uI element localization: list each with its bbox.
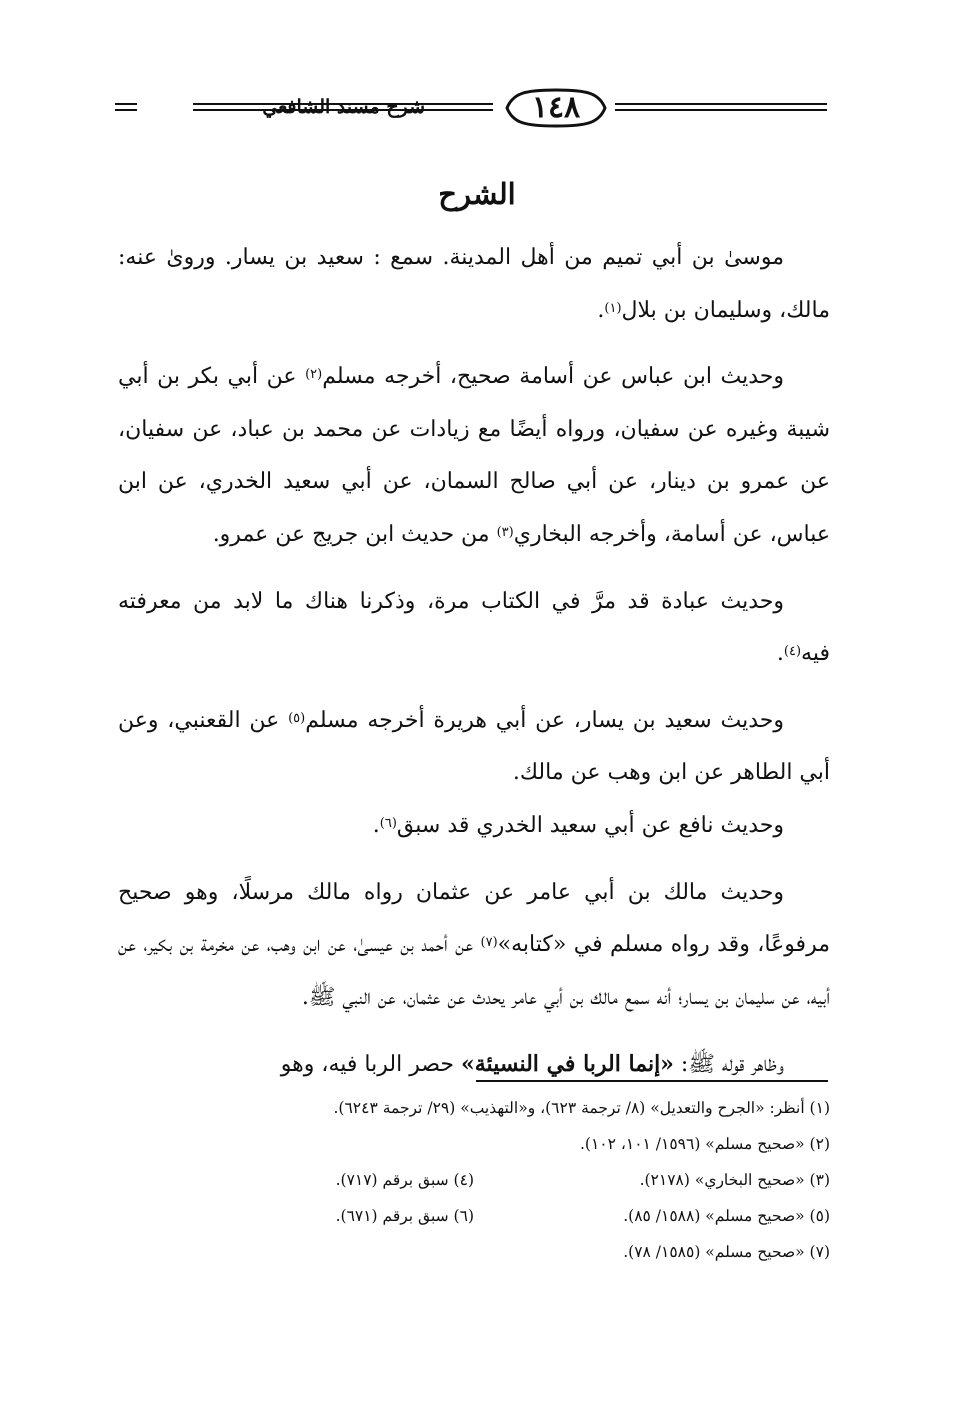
footnote-ref-4[interactable]: (٤) — [783, 644, 802, 660]
paragraph-4: وحديث سعيد بن يسار، عن أبي هريرة أخرجه مسلم$^{(٥)}$ عن القعنبي، وعن أبي الطاهر عن ابن وهب عن مالك. — [118, 707, 830, 786]
footnote-7: (٧) «صحيح مسلم» (١٥٨٥/ ٧٨). — [623, 1243, 830, 1261]
title-rule-small — [115, 103, 137, 105]
footnote-ref-7[interactable]: (٧) — [480, 935, 498, 951]
header-rule-right-2 — [615, 109, 827, 111]
footnote-row — [118, 1126, 830, 1162]
page-number-badge — [501, 87, 611, 129]
footnote-ref-3[interactable]: (٣) — [496, 524, 514, 540]
footnote-separator — [476, 1080, 828, 1082]
paragraph-7: وظاهر قوله ﷺ: «إنما الربا في النسيئة» حصر الربا فيه، وهو — [280, 1051, 784, 1078]
footnote-6: (٦) سبق برقم (٦٧١). — [335, 1207, 474, 1225]
footnote-3: (٣) «صحيح البخاري» (٢١٧٨). — [639, 1171, 830, 1189]
footnote-2: (٢) «صحيح مسلم» (١٥٩٦/ ١٠١، ١٠٢). — [579, 1135, 830, 1153]
section-heading: الشرح — [438, 177, 516, 211]
page-number: ١٤٨ — [531, 90, 581, 125]
running-title: شرح مسند الشافعي — [262, 96, 425, 118]
paragraph-1: موسىٰ بن أبي تميم من أهل المدينة. سمع : سعيد بن يسار. وروىٰ عنه: مالك، وسليمان بن بلال$^{(١)}$. — [118, 245, 830, 323]
footnote-1: (١) أنظر: «الجرح والتعديل» (٨/ ترجمة ٦٢٣)، و«التهذيب» (٢٩/ ترجمة ٦٢٤٣). — [333, 1099, 830, 1117]
footnote-4: (٤) سبق برقم (٧١٧). — [335, 1171, 474, 1189]
running-header — [115, 86, 827, 130]
title-rule-small-2 — [115, 109, 137, 111]
footnote-row — [118, 1234, 830, 1270]
footnote-ref-5[interactable]: (٥) — [288, 710, 306, 726]
footnote-ref-2[interactable]: (٢) — [305, 367, 323, 383]
header-rule-right — [615, 103, 827, 105]
hadith-quote: «إنما الربا في النسيئة» — [461, 1051, 674, 1078]
footnote-row — [118, 1162, 830, 1198]
footnotes — [118, 1090, 830, 1270]
footnote-ref-6[interactable]: (٦) — [379, 815, 397, 831]
footnote-5: (٥) «صحيح مسلم» (١٥٨٨/ ٨٥). — [623, 1207, 830, 1225]
paragraph-6: وحديث مالك بن أبي عامر عن عثمان رواه مالك مرسلًا، وهو صحيح مرفوعًا، وقد رواه مسلم في «كتابه»$^{(٧)}$ عن أحمد بن عيسىٰ، عن ابن وهب، عن مخرمة بن بكير، عن أبيه، عن سليمان بن يسار؛ أنه سمع مالك بن أبي عامر يحدث عن عثمان، عن النبي ﷺ. — [118, 879, 830, 1010]
footnote-row — [118, 1090, 830, 1126]
paragraph-3: وحديث عبادة قد مرَّ في الكتاب مرة، وذكرنا هناك ما لابد من معرفته فيه$^{(٤)}$. — [118, 588, 830, 667]
footnote-row — [118, 1198, 830, 1234]
main-body — [118, 232, 830, 1092]
paragraph-2: وحديث ابن عباس عن أسامة صحيح، أخرجه مسلم$^{(٢)}$ عن أبي بكر بن أبي شيبة وغيره عن سفيان، ورواه أيضًا مع زيادات عن محمد بن عباد، عن سفيان، عن عمرو بن دينار، عن أبي صالح السمان، عن أبي سعيد الخدري، عن ابن عباس، عن أسامة، وأخرجه البخاري$^{(٣)}$ من حديث ابن جريج عن عمرو. — [118, 364, 830, 547]
footnote-ref-1[interactable]: (١) — [604, 300, 622, 316]
paragraph-5: وحديث نافع عن أبي سعيد الخدري قد سبق$^{(٦)}$. — [372, 812, 784, 838]
